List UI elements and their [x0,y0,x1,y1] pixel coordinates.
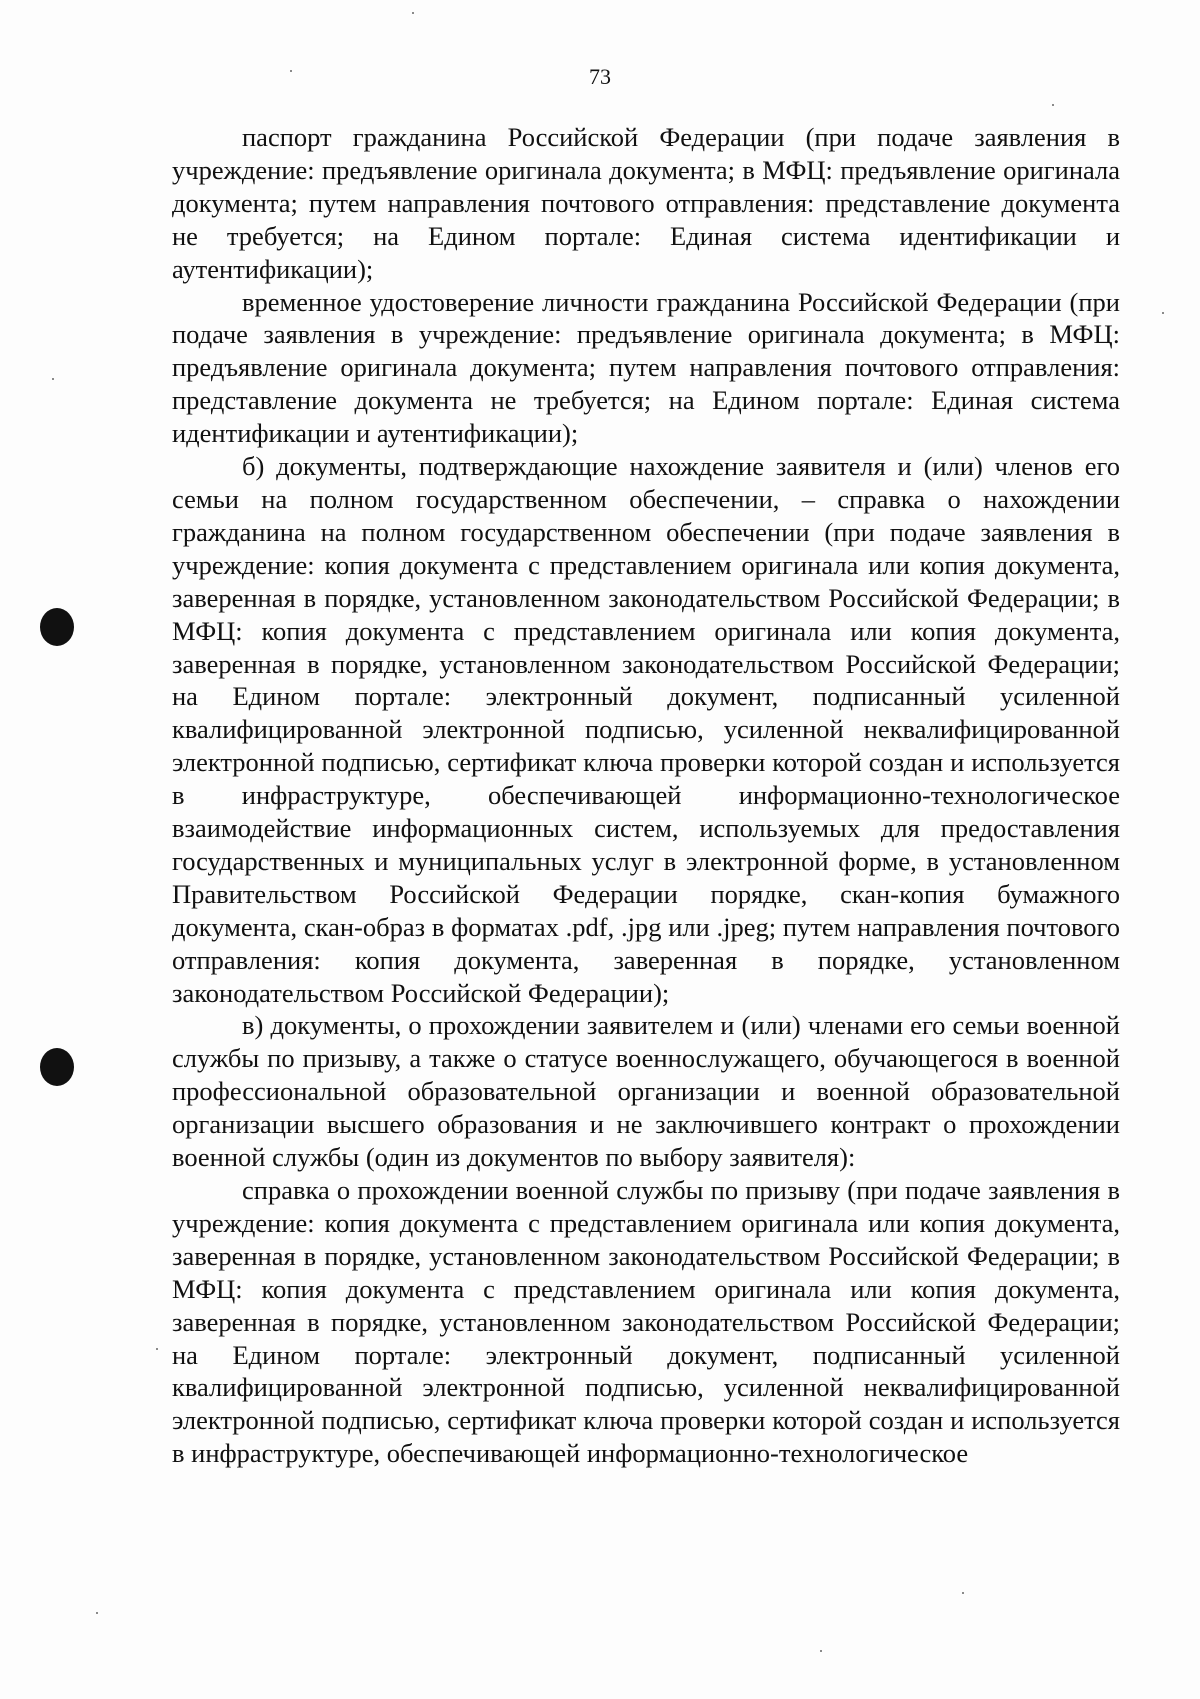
scan-speck [1052,104,1054,106]
paragraph-passport: паспорт гражданина Российской Федерации (при подаче заявления в учреждение: предъявление оригинала документа; в МФЦ: предъявление оригинала документа; путем направления почтового отправления: представление документа не требуется; на Едином портале: Единая система идентификации и аутентификации); [172,122,1120,284]
page-number: 73 [589,64,611,89]
scan-speck [1162,312,1164,314]
document-body [172,121,1120,1470]
scan-speck [96,1612,98,1614]
paragraph-military-service: в) документы, о прохождении заявителем и (или) членами его семьи военной службы по призыву, а также о статусе военнослужащего, обучающегося в военной профессиональной образовательной организации и военной образовательной организации высшего образования и не заключившего контракт о прохождении военной службы (один из документов по выбору заявителя): [172,1010,1120,1173]
paragraph-military-certificate: справка о прохождении военной службы по призыву (при подаче заявления в учреждение: копия документа с представлением оригинала или копия документа, заверенная в порядке, установленном законодательством Российской Федерации; в МФЦ: копия документа с представлением оригинала или копия документа, заверенная в порядке, установленном законодательством Российской Федерации; на Едином портале: электронный документ, подписанный усиленной квалифицированной электронной подписью, усиленной неквалифицированной электронной подписью, сертификат ключа проверки которой создан и используется в инфраструктуре, обеспечивающей информационно-технологическое [172,1175,1120,1469]
paragraph-temporary-id: временное удостоверение личности гражданина Российской Федерации (при подаче заявления в учреждение: предъявление оригинала документа; в МФЦ: предъявление оригинала документа; путем направления почтового отправления: представление документа не требуется; на Едином портале: Единая система идентификации и аутентификации); [172,286,1120,449]
scan-speck [962,1592,964,1594]
scan-speck [820,1650,822,1652]
paragraph-state-support: б) документы, подтверждающие нахождение заявителя и (или) членов его семьи на полном государственном обеспечении, – справка о нахождении гражданина на полном государственном обеспечении (при подаче заявления в учреждение: копия документа с представлением оригинала или копия документа, заверенная в порядке, установленном законодательством Российской Федерации; в МФЦ: копия документа с представлением оригинала или копия документа, заверенная в порядке, установленном законодательством Российской Федерации; на Едином портале: электронный документ, подписанный усиленной квалифицированной электронной подписью, усиленной неквалифицированной электронной подписью, сертификат ключа проверки которой создан и используется в инфраструктуре, обеспечивающей информационно-технологическое взаимодействие информационных систем, используемых для предоставления государственных и муниципальных услуг в электронной форме, в установленном Правительством Российской Федерации порядке, скан-копия бумажного документа, скан-образ в форматах .pdf, .jpg или .jpeg; путем направления почтового отправления: копия документа, заверенная в порядке, установленном законодательством Российской Федерации); [172,451,1120,1008]
punch-hole-bottom [40,1048,74,1086]
scan-speck [412,12,414,14]
punch-hole-top [40,608,74,646]
scan-speck [156,1348,158,1350]
scan-speck [52,378,54,380]
scan-speck [290,70,292,72]
